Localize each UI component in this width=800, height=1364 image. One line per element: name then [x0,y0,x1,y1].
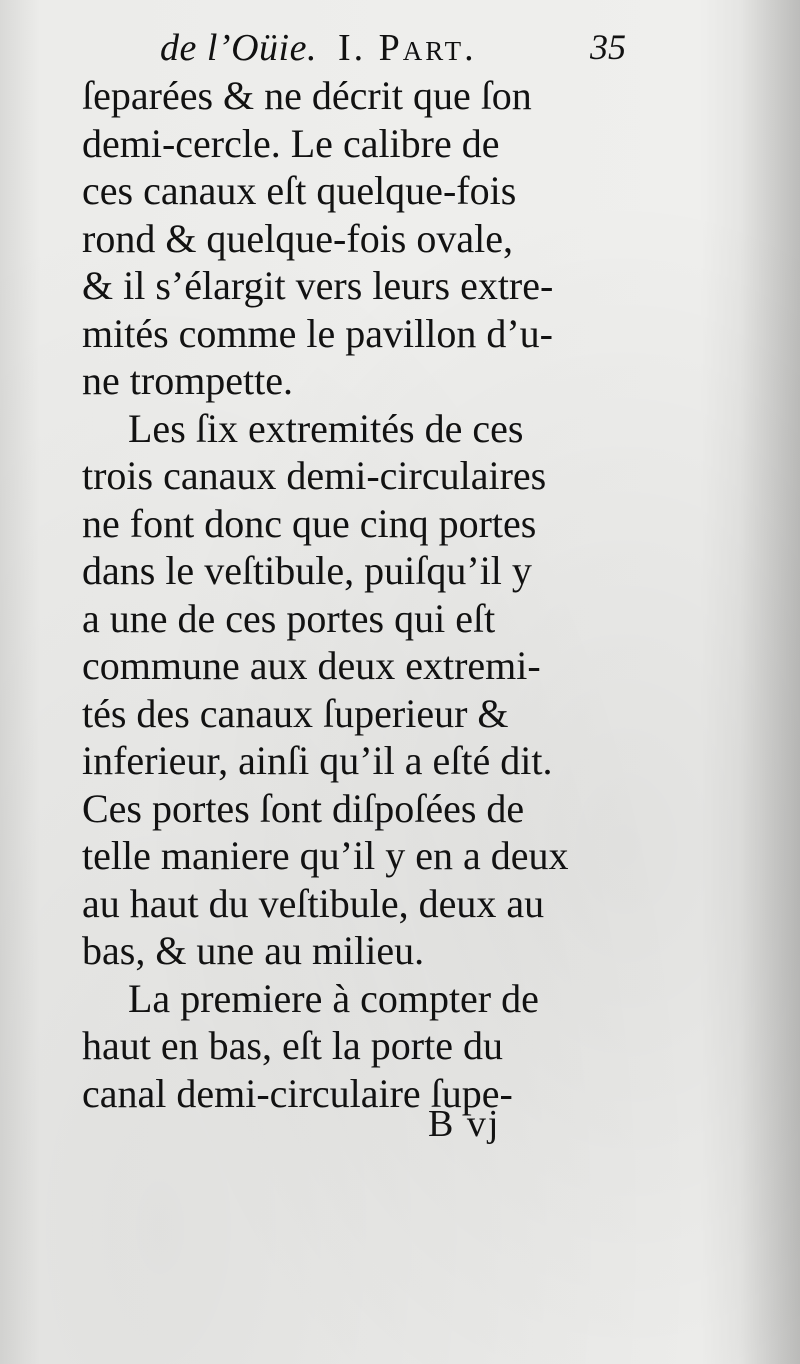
text-line: dans le veſtibule, puiſqu’il y [82,548,532,593]
text-line: commune aux deux extremi- [82,643,541,688]
text-line: inferieur, ainſi qu’il a eſté dit. [82,738,553,783]
text-line: rond & quelque-fois ovale, [82,215,513,261]
text-line: trois canaux demi-circulaires [82,453,547,498]
signature-mark: B vj [428,1103,501,1145]
text-line: ſeparées & ne décrit que ſon [82,73,532,118]
text-line: ces canaux eſt quelque-fois [82,168,517,213]
page-edge-shadow [740,0,800,1364]
body-text [82,72,630,1117]
text-line: demi-cercle. Le calibre de [82,120,500,166]
text-line: au haut du veſtibule, deux au [82,880,545,926]
text-line: canal demi-circulaire ſupe- [82,1070,513,1116]
text-line: Ces portes ſont diſpoſées de [82,785,525,831]
text-line: telle maniere qu’il y en a deux [82,833,569,878]
text-line: tés des canaux ſuperieur & [82,690,509,736]
text-line: ne font donc que cinq portes [82,500,537,546]
running-part: I. Part. [338,27,477,69]
text-line: mités comme le pavillon d’u- [82,310,553,356]
page-header [160,22,630,74]
running-title: de l’Oüie. [160,27,317,69]
text-line: Les ſix extremités de ces [128,405,524,451]
text-line: a une de ces portes qui eſt [82,595,496,641]
text-line: haut en bas, eſt la porte du [82,1023,503,1068]
text-line: & il s’élargit vers leurs extre- [82,263,554,308]
text-line: ne trompette. [82,358,294,403]
page-number: 35 [590,27,626,67]
text-line: La premiere à compter de [128,975,539,1021]
text-line: bas, & une au milieu. [82,928,425,973]
